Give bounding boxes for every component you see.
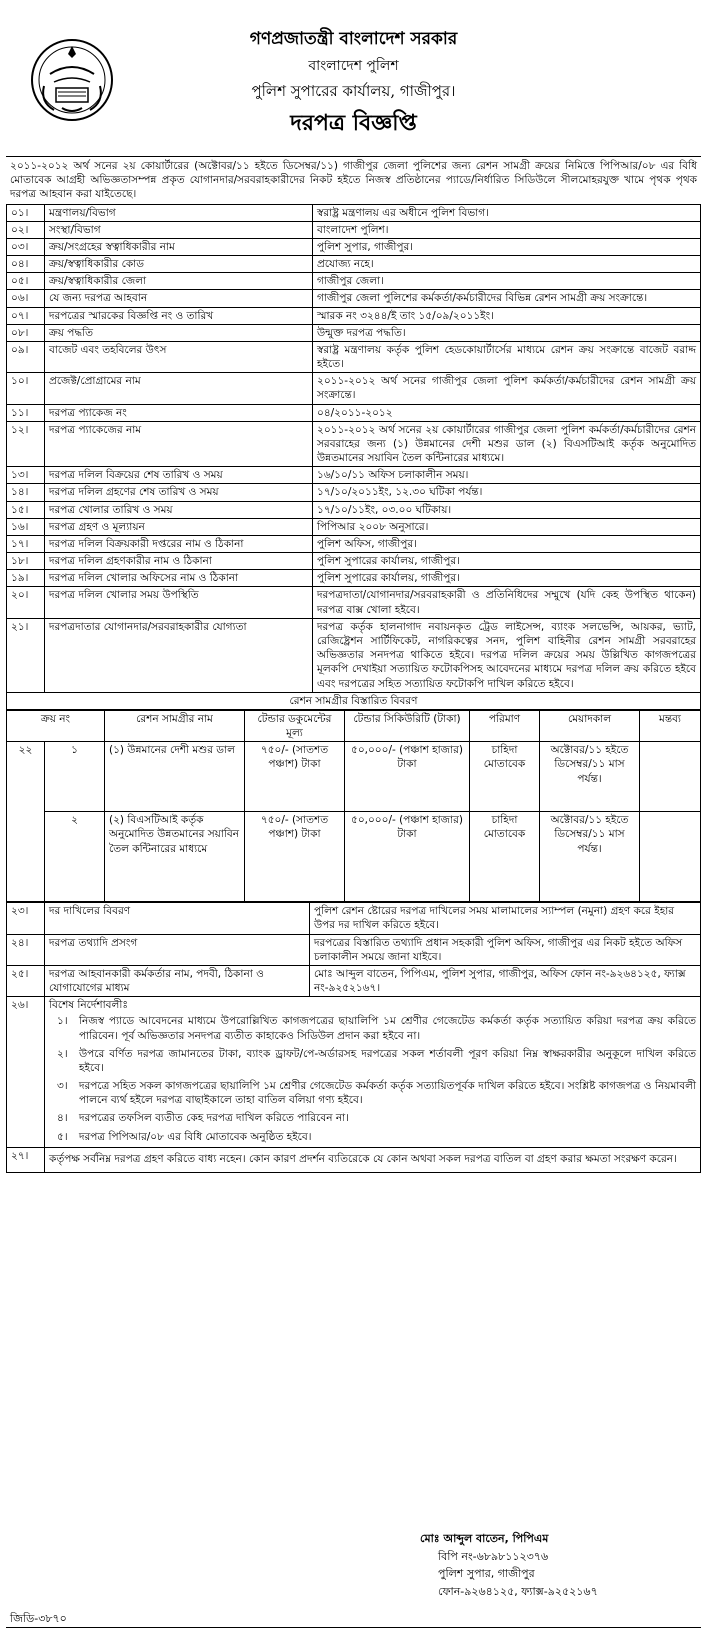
intro-paragraph: ২০১১-২০১২ অর্থ সনের ২য় কোয়ার্টারের (অক্টোবর/১১ হইতে ডিসেম্বর/১১) গাজীপুর জেলা পুলিশের জন্য রেশন সামগ্রী ক্রয়ের নিমিত্তে পিপিআর/০৮ এর বিধি মোতাবেক আগ্রহী অভিজ্ঞতাসম্পন্ন প্রকৃত যোগানদার/সরবরাহকারীদের নিকট হইতে নিজস্ব প্রতিষ্ঠানের প্যাডে/নির্ধারিত সিডিউলে সীলমোহরযুক্ত খামে পৃথক পৃথক দরপত্র আহবান করা যাইতেছে। [6, 156, 701, 204]
row-value: উন্মুক্ত দরপত্র পদ্ধতি। [313, 324, 701, 341]
row-label: বাজেট এবং তহবিলের উৎস [45, 341, 313, 372]
row-value: স্মারক নং ৩২৪৪/ই তাং ১৫/০৯/২০১১ইং। [313, 307, 701, 324]
ration-item-security: ৫০,০০০/- (পঞ্চাশ হাজার) টাকা [345, 742, 470, 812]
notice-header [6, 6, 701, 156]
ration-header-doc-price: টেন্ডার ডকুমেন্টের মূল্য [245, 710, 345, 741]
row-label: ক্রয়/স্বত্বাধিকারীর জেলা [45, 273, 313, 290]
detail-row [7, 421, 701, 467]
row-value: গাজীপুর জেলা পুলিশের কর্মকর্তা/কর্মচারীদের বিভিন্ন রেশন সামগ্রী ক্রয় সংক্রান্তে। [313, 290, 701, 307]
ration-item-price: ৭৫০/- (সাতশত পঞ্চাশ) টাকা [245, 742, 345, 812]
ration-item-sl: ১ [45, 742, 105, 812]
row-number: ০২। [7, 221, 45, 238]
detail-row [7, 290, 701, 307]
row-label: দরপত্র দলিল বিক্রয়ের শেষ তারিখ ও সময় [45, 467, 313, 484]
tender-extra-table [6, 902, 701, 997]
row-value: পুলিশ অফিস, গাজীপুর। [313, 535, 701, 552]
row-value: ০৪/২০১১-২০১২ [313, 404, 701, 421]
row-label: সংস্থা/বিভাগ [45, 221, 313, 238]
row-value: স্বরাষ্ট্র মন্ত্রণালয় এর অধীনে পুলিশ বিভাগ। [313, 204, 701, 221]
row-label: দরপত্র দলিল বিক্রয়কারী দপ্তরের নাম ও ঠিকানা [45, 535, 313, 552]
instruction-number: ২। [57, 1047, 68, 1060]
instruction-number: ৩। [57, 1080, 68, 1093]
row-number: ২১। [7, 618, 45, 692]
ration-table-title: রেশন সামগ্রীর বিস্তারিত বিবরণ [6, 693, 701, 710]
row-value: পুলিশ সুপারের কার্যালয়, গাজীপুর। [313, 553, 701, 570]
instruction-item [49, 1012, 696, 1044]
row-label: দরপত্র প্যাকেজ নং [45, 404, 313, 421]
row-number: ২০। [7, 587, 45, 618]
row-label: ক্রয়/সংগ্রহের স্বত্বাধিকারীর নাম [45, 238, 313, 255]
row-number: ০৭। [7, 307, 45, 324]
instruction-item [49, 1077, 696, 1109]
row-number: ১৪। [7, 484, 45, 501]
row-number: ০১। [7, 204, 45, 221]
row-label: প্রজেক্ট/প্রোগ্রামের নাম [45, 373, 313, 404]
row-value: পুলিশ সুপার, গাজীপুর। [313, 238, 701, 255]
ration-item-quantity: চাহিদা মোতাবেক [470, 812, 540, 902]
row-value: পুলিশ রেশন ষ্টোরের দরপত্র দাখিলের সময় মালামালের স্যাম্পল (নমুনা) গ্রহণ করে ইহার উপর দর দাখিল করিতে হইবে। [310, 903, 701, 934]
signatory-designation: পুলিশ সুপার, গাজীপুর [438, 1567, 535, 1581]
ration-item-name: (১) উন্নমানের দেশী মশুর ডাল [105, 742, 245, 812]
detail-row [7, 256, 701, 273]
instruction-item [49, 1045, 696, 1077]
signature-block [420, 1530, 680, 1600]
row-value: ২০১১-২০১২ অর্থ সনের গাজীপুর জেলা পুলিশ কর্মকর্তা/কর্মচারীদের রেশন সামগ্রী ক্রয় সংক্রান্তে। [313, 373, 701, 404]
instruction-text: দরপত্র পিপিআর/০৮ এর বিধি মোতাবেক অনুষ্ঠিত হইবে। [79, 1130, 312, 1143]
detail-row [7, 535, 701, 552]
row-number: ০৪। [7, 256, 45, 273]
ration-item-remark [640, 812, 701, 902]
notice-title: দরপত্র বিজ্ঞপ্তি [290, 110, 417, 137]
ration-header-security: টেন্ডার সিকিউরিটি (টাকা) [345, 710, 470, 741]
final-clause-text: কর্তৃপক্ষ সর্বনিম্ন দরপত্র গ্রহণ করিতে বাধ্য নহেন। কোন কারণ প্রদর্শন ব্যতিরেকে যে কোন অথবা সকল দরপত্র বাতিল বা গ্রহণ করার ক্ষমতা সংরক্ষণ করেন। [49, 1152, 677, 1165]
instruction-item [49, 1128, 696, 1146]
row-label: দরপত্রদাতার যোগানদার/সরবরাহকারীর যোগ্যতা [45, 618, 313, 692]
ration-row [7, 812, 701, 902]
detail-row [7, 273, 701, 290]
special-instructions [6, 997, 701, 1173]
ration-header-quantity: পরিমাণ [470, 710, 540, 741]
row-value: দরপত্রদাতা/যোগানদার/সরবরাহকারী ও প্রতিনিধিদের সম্মুখে (যদি কেহ উপস্থিত থাকেন) দরপত্র বাক্স খোলা হইবে। [313, 587, 701, 618]
row-number: ১৬। [7, 518, 45, 535]
ration-item-name: (২) বিএসটিআই কর্তৃক অনুমোদিত উন্নতমানের সয়াবিন তৈল কন্টিনারের মাধ্যমে [105, 812, 245, 902]
row-label: দর দাখিলের বিবরণ [45, 903, 310, 934]
row-number: ১২। [7, 421, 45, 467]
row-number: ১৭। [7, 535, 45, 552]
row-value: দরপত্রের বিস্তারিত তথ্যাদি প্রধান সহকারী পুলিশ অফিস, গাজীপুর এর নিকট হইতে অফিস চলাকালীন সময়ে জানা যাইবে। [310, 934, 701, 965]
ration-item-price: ৭৫০/- (সাতশত পঞ্চাশ) টাকা [245, 812, 345, 902]
special-instructions-number: ২৬। [7, 997, 45, 1147]
ration-item-security: ৫০,০০০/- (পঞ্চাশ হাজার) টাকা [345, 812, 470, 902]
row-value: ২০১১-২০১২ অর্থ সনের ২য় কোয়ার্টারের গাজীপুর জেলা পুলিশ কর্মকর্তা/কর্মচারীদের রেশন সরবরাহের জন্য (১) উন্নমানের দেশী মশুর ডাল (২) বিএসটিআই কর্তৃক অনুমোদিত উন্নতমানের সয়াবিন তৈল কন্টিনারের মাধ্যমে। [313, 421, 701, 467]
ration-header-remark: মন্তব্য [640, 710, 701, 741]
row-number: ০৩। [7, 238, 45, 255]
row-value: মোঃ আব্দুল বাতেন, পিপিএম, পুলিশ সুপার, গাজীপুর, অফিস ফোন নং-৯২৬৪১২৫, ফ্যাক্স নং-৯২৫২১৬৭। [310, 965, 701, 996]
row-label: ক্রয়/স্বত্বাধিকারীর কোড [45, 256, 313, 273]
detail-row [7, 484, 701, 501]
row-number: ২৪। [7, 934, 45, 965]
ration-item-quantity: চাহিদা মোতাবেক [470, 742, 540, 812]
row-number: ১৫। [7, 501, 45, 518]
final-clause-number: ২৭। [7, 1148, 45, 1172]
ration-details-table [6, 710, 701, 902]
row-label: দরপত্র দলিল খোলার সময় উপস্থিতি [45, 587, 313, 618]
row-label: ক্রয় পদ্ধতি [45, 324, 313, 341]
ration-row [7, 742, 701, 812]
row-value: দরপত্র কর্তৃক হালনাগাদ নবায়নকৃত ট্রেড লাইসেন্স, ব্যাংক সলভেন্সি, আয়কর, ভ্যাট, রেজিষ্ট্রেশন সার্টিফিকেট, নাগরিকত্বের সনদ, পুলিশ বাহিনীর রেশন সামগ্রী সরবরাহের অভিজ্ঞতার সনদপত্র থাকিতে হইবে। দরপত্র দলিল ক্রয়ের সময় উল্লিখিত কাগজপত্রের মূলকপি দেখাইয়া সত্যায়িত ফটোকপিসহ আবেদনের মাধ্যমে দরপত্র দলিল ক্রয় করিতে হইবে এবং দরপত্রের সহিত সত্যায়িত ফটোকপি দাখিল করিতে হইবে। [313, 618, 701, 692]
row-number: ১০। [7, 373, 45, 404]
row-label: দরপত্র দলিল গ্রহণের শেষ তারিখ ও সময় [45, 484, 313, 501]
ration-header-row [7, 710, 701, 741]
detail-row [7, 307, 701, 324]
signatory-name: মোঃ আব্দুল বাতেন, পিপিএম [420, 1532, 549, 1545]
row-value: স্বরাষ্ট্র মন্ত্রণালয় কর্তৃক পুলিশ হেডকোয়ার্টার্সের মাধ্যমে রেশন ক্রয় সংক্রান্তে বাজেট বরাদ্দ হইতে। [313, 341, 701, 372]
detail-row [7, 518, 701, 535]
row-number: ১৮। [7, 553, 45, 570]
tender-details-table [6, 204, 701, 693]
detail-row [7, 373, 701, 404]
row-value: গাজীপুর জেলা। [313, 273, 701, 290]
detail-row [7, 467, 701, 484]
row-number: ০৯। [7, 341, 45, 372]
detail-row [7, 341, 701, 372]
bottom-divider [6, 1627, 701, 1628]
instruction-number: ৪। [57, 1112, 68, 1125]
gd-number: জিডি-৩৮৭০ [10, 1612, 67, 1625]
detail-row [7, 903, 701, 934]
row-value: পুলিশ সুপারের কার্যালয়, গাজীপুর। [313, 570, 701, 587]
row-value: প্রযোজ্য নহে। [313, 256, 701, 273]
row-number: ১১। [7, 404, 45, 421]
organization-name: বাংলাদেশ পুলিশ [308, 57, 399, 74]
row-label: দরপত্র দলিল খোলার অফিসের নাম ও ঠিকানা [45, 570, 313, 587]
ration-item-sl: ২ [45, 812, 105, 902]
instruction-text: দরপত্রে সহিত সকল কাগজপত্রের ছায়ালিপি ১ম শ্রেণীর গেজেটেড কর্মকর্তা কর্তৃক সত্যায়িতপূর্বক দাখিল করিতে হইবে। সংশ্লিষ্ট কাগজপত্র ও নিয়মাবলী পালনে ব্যর্থ হইলে দরপত্র বাছাইকালে তাহা বাতিল বলিয়া গণ্য হইবে। [79, 1080, 696, 1107]
government-title: গণপ্রজাতন্ত্রী বাংলাদেশ সরকার [249, 29, 458, 49]
instruction-number: ৫। [57, 1130, 68, 1143]
ration-header-item-name: রেশন সামগ্রীর নাম [105, 710, 245, 741]
instruction-item [49, 1109, 696, 1127]
row-number: ০৫। [7, 273, 45, 290]
detail-row [7, 204, 701, 221]
row-number: ২৩। [7, 903, 45, 934]
row-number: ২৫। [7, 965, 45, 996]
row-number: ০৬। [7, 290, 45, 307]
ration-item-period: অক্টোবর/১১ হইতে ডিসেম্বর/১১ মাস পর্যন্ত। [540, 742, 640, 812]
row-value: পিপিআর ২০০৮ অনুসারে। [313, 518, 701, 535]
signatory-contact: ফোন-৯২৬৪১২৫, ফ্যাক্স-৯২৫২১৬৭ [438, 1584, 598, 1598]
ration-item-remark [640, 742, 701, 812]
row-number: ১৩। [7, 467, 45, 484]
instruction-text: উপরে বর্ণিত দরপত্র জামানতের টাকা, ব্যাংক ড্রাফট/পে-অর্ডারসহ দরপত্রের সকল শর্তাবলী পূরণ করিয়া নিম্ন স্বাক্ষরকারীর অনুকূলে দাখিল করিতে হইবে। [79, 1047, 696, 1074]
detail-row [7, 934, 701, 965]
row-value: ১৬/১০/১১ অফিস চলাকালীন সময়। [313, 467, 701, 484]
ration-header-purchase-no: ক্রয় নং [7, 710, 105, 741]
instruction-number: ১। [57, 1015, 68, 1028]
instruction-text: দরপত্রের তফসিল ব্যতীত কেহ দরপত্র দাখিল করিতে পারিবেন না। [79, 1112, 349, 1125]
detail-row [7, 324, 701, 341]
row-label: দরপত্র তথ্যাদি প্রসংগ [45, 934, 310, 965]
row-label: মন্ত্রণালয়/বিভাগ [45, 204, 313, 221]
row-label: দরপত্র প্যাকেজের নাম [45, 421, 313, 467]
detail-row [7, 238, 701, 255]
ration-row-number: ২২ [7, 742, 45, 902]
row-label: দরপত্র আহবানকারী কর্মকর্তার নাম, পদবী, ঠিকানা ও যোগাযোগের মাধ্যম [45, 965, 310, 996]
row-number: ০৮। [7, 324, 45, 341]
detail-row [7, 965, 701, 996]
office-name: পুলিশ সুপারের কার্যালয়, গাজীপুর। [251, 81, 456, 100]
detail-row [7, 501, 701, 518]
detail-row [7, 618, 701, 692]
row-number: ১৯। [7, 570, 45, 587]
row-value: ১৭/১০/২০১১ইং, ১২.৩০ ঘটিকা পর্যন্ত। [313, 484, 701, 501]
police-emblem-icon [28, 34, 116, 126]
ration-header-period: মেয়াদকাল [540, 710, 640, 741]
detail-row [7, 587, 701, 618]
row-label: যে জন্য দরপত্র আহবান [45, 290, 313, 307]
signatory-bp-number: বিপি নং-৬৮৯৮১১২৩৭৬ [438, 1549, 549, 1563]
detail-row [7, 570, 701, 587]
special-instructions-heading: বিশেষ নির্দেশাবলীঃ [49, 999, 128, 1012]
row-label: দরপত্র খোলার তারিখ ও সময় [45, 501, 313, 518]
detail-row [7, 221, 701, 238]
instruction-text: নিজস্ব প্যাডে আবেদনের মাধ্যমে উপরোল্লিখিত কাগজপত্রের ছায়ালিপি ১ম শ্রেণীর গেজেটেড কর্মকর্তা কর্তৃক সত্যায়িত করিয়া দরপত্র ক্রয় করিতে পারিবেন। পূর্ব অভিজ্ঞতার সনদপত্র ব্যতীত কাহাকেও সিডিউল প্রদান করা হইবে না। [79, 1015, 696, 1042]
row-value: বাংলাদেশ পুলিশ। [313, 221, 701, 238]
row-label: দরপত্র গ্রহণ ও মূল্যায়ন [45, 518, 313, 535]
row-label: দরপত্রের স্মারকের বিজ্ঞপ্তি নং ও তারিখ [45, 307, 313, 324]
row-label: দরপত্র দলিল গ্রহণকারীর নাম ও ঠিকানা [45, 553, 313, 570]
detail-row [7, 404, 701, 421]
row-value: ১৭/১০/১১ইং, ০৩.০০ ঘটিকায়। [313, 501, 701, 518]
detail-row [7, 553, 701, 570]
ration-item-period: অক্টোবর/১১ হইতে ডিসেম্বর/১১ মাস পর্যন্ত। [540, 812, 640, 902]
